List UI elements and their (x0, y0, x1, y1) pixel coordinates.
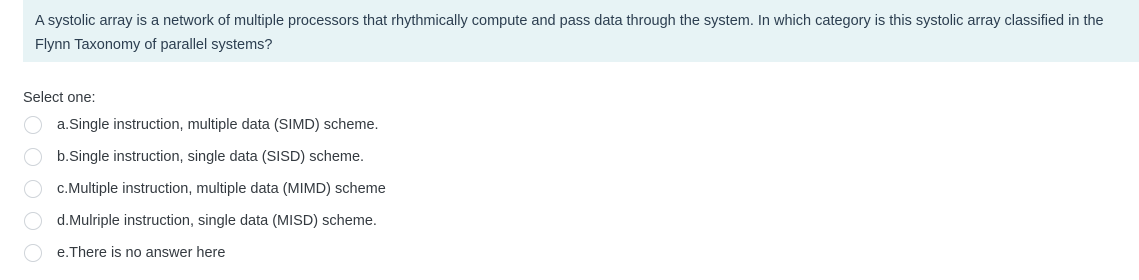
question-panel (23, 0, 1139, 62)
option-c-label[interactable]: c.Multiple instruction, multiple data (MIMD) scheme (57, 181, 386, 197)
select-one-label: Select one: (23, 90, 96, 106)
question-text: A systolic array is a network of multiple processors that rhythmically compute and pass data through the system. In which category is this systolic array classified in the Flynn Taxonomy of parallel systems? (35, 13, 1104, 53)
answer-options (23, 109, 923, 269)
radio-button-b[interactable] (24, 148, 42, 166)
option-e-label[interactable]: e.There is no answer here (57, 245, 226, 261)
radio-button-d[interactable] (24, 212, 42, 230)
option-d[interactable] (23, 205, 923, 237)
option-a-label[interactable]: a.Single instruction, multiple data (SIMD) scheme. (57, 117, 379, 133)
radio-button-a[interactable] (24, 116, 42, 134)
radio-button-e[interactable] (24, 244, 42, 262)
option-b-label[interactable]: b.Single instruction, single data (SISD) scheme. (57, 149, 365, 165)
option-c[interactable] (23, 173, 923, 205)
option-b[interactable] (23, 141, 923, 173)
option-d-label[interactable]: d.Mulriple instruction, single data (MISD) scheme. (57, 213, 377, 229)
option-a[interactable] (23, 109, 923, 141)
radio-button-c[interactable] (24, 180, 42, 198)
option-e[interactable] (23, 237, 923, 269)
